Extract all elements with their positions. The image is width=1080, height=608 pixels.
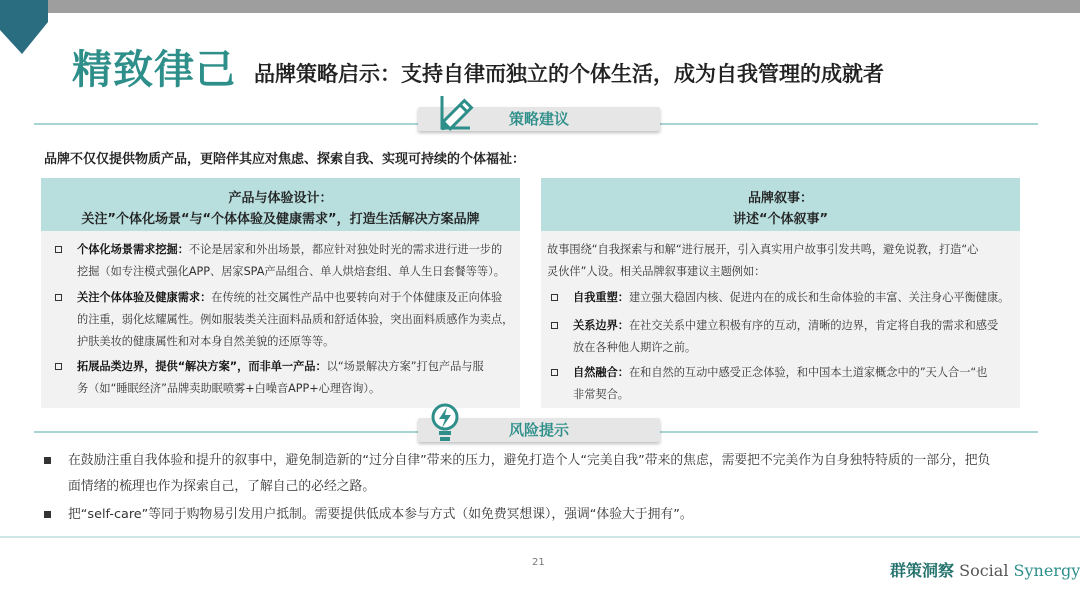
panel-header bbox=[541, 178, 1020, 231]
strategy-section-label: 策略建议 bbox=[418, 107, 660, 131]
footer-divider bbox=[0, 536, 1080, 538]
bullet-square-icon bbox=[551, 322, 558, 329]
panel-header bbox=[41, 178, 520, 231]
list-item: 自我重塑：建立强大稳固内核、促进内在的成长和生命体验的丰富、关注身心平衡健康。 bbox=[573, 287, 1017, 309]
brand-logo: 群策洞察 Social Synergy bbox=[890, 561, 1080, 580]
top-bar bbox=[0, 0, 1080, 13]
bullet-square-icon bbox=[55, 294, 62, 301]
product-experience-panel bbox=[41, 178, 520, 408]
bullet-square-icon bbox=[44, 457, 51, 464]
corner-chevron-decoration bbox=[0, 0, 48, 54]
list-item: 自然融合：在和自然的互动中感受正念体验，和中国本土道家概念中的”天人合一“也 非常契合。 bbox=[573, 362, 1017, 406]
risk-item: 在鼓励注重自我体验和提升的叙事中，避免制造新的“过分自律”带来的压力，避免打造个人“完美自我”带来的焦虑，需要把不完美作为自身独特特质的一部分，把负 面情绪的梳理也作为探索自己，了解自己的必经之路。 bbox=[68, 448, 1043, 500]
brand-narrative-panel bbox=[541, 178, 1020, 408]
pencil-icon bbox=[434, 92, 480, 136]
list-item: 关注个体体验及健康需求：在传统的社交属性产品中也要转向对于个体健康及正向体验 的注重，弱化炫耀属性。例如服装类关注面料品质和舒适体验，突出面料质感作为卖点， 护肤美妆的健康属性和对本身自然美貌的还原等等。 bbox=[77, 287, 517, 353]
bullet-square-icon bbox=[551, 294, 558, 301]
page-subtitle: 品牌策略启示：支持自律而独立的个体生活，成为自我管理的成就者 bbox=[254, 62, 884, 86]
panel-subtitle: 讲述“个体叙事” bbox=[732, 212, 829, 227]
page-number: 21 bbox=[532, 557, 545, 568]
page-title: 精致律己 bbox=[72, 47, 236, 93]
list-item: 关系边界：在社交关系中建立积极有序的互动，清晰的边界，肯定将自我的需求和感受 放在各种他人期许之前。 bbox=[573, 315, 1017, 359]
panel-title: 产品与体验设计： bbox=[228, 191, 333, 206]
risk-section-label: 风险提示 bbox=[418, 418, 660, 442]
list-item: 拓展品类边界，提供“解决方案”，而非单一产品：以“场景解决方案”打包产品与服 务（如“睡眠经济”品牌卖助眠喷雾+白噪音APP+心理咨询）。 bbox=[77, 356, 517, 400]
bullet-square-icon bbox=[55, 246, 62, 253]
bullet-square-icon bbox=[551, 369, 558, 376]
list-item: 个体化场景需求挖掘：不论是居家和外出场景，都应针对独处时光的需求进行进一步的 挖掘（如专注模式强化APP、居家SPA产品组合、单人烘焙套组、单人生日套餐等等）。 bbox=[77, 239, 517, 283]
panel-title: 品牌叙事： bbox=[747, 191, 813, 206]
lightbulb-icon bbox=[430, 402, 460, 446]
risk-item: 把“self-care”等同于购物易引发用户抵制。需要提供低成本参与方式（如免费冥想课），强调“体验大于拥有”。 bbox=[68, 502, 1043, 528]
narrative-paragraph: 故事围绕“自我探索与和解“进行展开，引入真实用户故事引发共鸣，避免说教，打造“心 灵伙伴”人设。相关品牌叙事建议主题例如： bbox=[547, 243, 979, 278]
bullet-square-icon bbox=[55, 363, 62, 370]
panel-subtitle: 关注”个体化场景“与“个体体验及健康需求”，打造生活解决方案品牌 bbox=[81, 212, 480, 227]
bullet-square-icon bbox=[44, 511, 51, 518]
intro-statement: 品牌不仅仅提供物质产品，更陪伴其应对焦虑、探索自我、实现可持续的个体福祉： bbox=[44, 152, 526, 167]
